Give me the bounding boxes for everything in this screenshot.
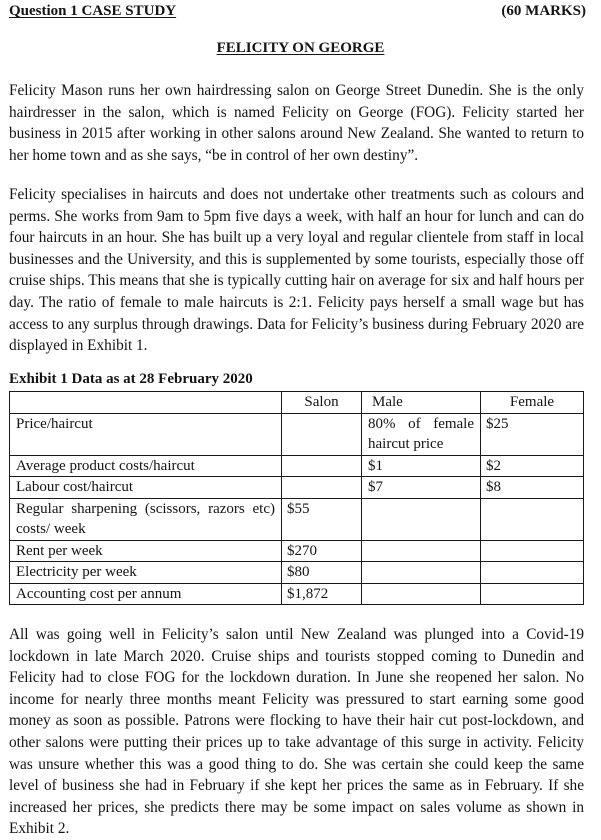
table-row bbox=[10, 562, 584, 584]
female-value: $25 bbox=[481, 413, 584, 455]
female-value bbox=[481, 583, 584, 605]
male-value: 80% of female haircut price bbox=[362, 413, 481, 455]
paragraph-covid: All was going well in Felicity’s salon until New Zealand was plunged into a Covid-19 lockdown in late March 2020. Cruise ships and tourists stopped coming to Dunedin and Felicity had to close FOG for the lockdown duration. In June she reopened her salon. No income for nearly three months meant Felicity was pressured to start earning some good money as soon as possible. Patrons were flocking to have their hair cut post-lockdown, and other salons were putting their prices up to take advantage of this surge in activity. Felicity was unsure whether this was a good thing to do. She was certain she could keep the same level of business she had in February if she kept her prices the same as in February. If she increased her prices, she predicts there may be some impact on sales volume as shown in Exhibit 2. bbox=[9, 626, 584, 838]
salon-value bbox=[282, 477, 362, 499]
header-cell-male: Male bbox=[362, 392, 481, 414]
header-cell-salon: Salon bbox=[282, 392, 362, 414]
row-label: Rent per week bbox=[10, 540, 282, 562]
row-label: Accounting cost per annum bbox=[10, 583, 282, 605]
female-value bbox=[481, 562, 584, 584]
male-value: $1 bbox=[362, 455, 481, 477]
salon-value: $1,872 bbox=[282, 583, 362, 605]
header-cell-female: Female bbox=[481, 392, 584, 414]
salon-value: $55 bbox=[282, 498, 362, 540]
table-row bbox=[10, 540, 584, 562]
male-value bbox=[362, 562, 481, 584]
female-value bbox=[481, 498, 584, 540]
exhibit-title: Exhibit 1 Data as at 28 February 2020 bbox=[9, 371, 253, 387]
row-label: Electricity per week bbox=[10, 562, 282, 584]
female-value bbox=[481, 540, 584, 562]
table-row bbox=[10, 413, 584, 455]
question-heading: Question 1 CASE STUDY bbox=[9, 3, 177, 19]
table-row bbox=[10, 498, 584, 540]
table-row bbox=[10, 455, 584, 477]
salon-value: $80 bbox=[282, 562, 362, 584]
table-row bbox=[10, 583, 584, 605]
page-header bbox=[0, 0, 601, 26]
row-label: Average product costs/haircut bbox=[10, 455, 282, 477]
table-header-row bbox=[10, 392, 584, 414]
paragraph-operations: Felicity specialises in haircuts and does not undertake other treatments such as colours and perms. She works from 9am to 5pm five days a week, with half an hour for lunch and can do four haircuts in an hour. She has built up a very loyal and regular clientele from staff in local businesses and the University, and this is supplemented by some tourists, especially those off cruise ships. This means that she is typically cutting hair on average for six and half hours per day. The ratio of female to male haircuts is 2:1. Felicity pays herself a small wage but has access to any surplus through drawings. Data for Felicity’s business during February 2020 are displayed in Exhibit 1. bbox=[9, 186, 584, 355]
female-value: $2 bbox=[481, 455, 584, 477]
row-label: Labour cost/haircut bbox=[10, 477, 282, 499]
header-cell-label bbox=[10, 392, 282, 414]
salon-value bbox=[282, 455, 362, 477]
female-value: $8 bbox=[481, 477, 584, 499]
male-value bbox=[362, 498, 481, 540]
row-label: Regular sharpening (scissors, razors etc) costs/ week bbox=[10, 498, 282, 540]
salon-value bbox=[282, 413, 362, 455]
male-value bbox=[362, 540, 481, 562]
salon-value: $270 bbox=[282, 540, 362, 562]
paragraph-intro: Felicity Mason runs her own hairdressing salon on George Street Dunedin. She is the only hairdresser in the salon, which is named Felicity on George (FOG). Felicity started her business in 2015 after working in other salons around New Zealand. She wanted to return to her home town and as she says, “be in control of her own destiny”. bbox=[9, 82, 584, 164]
male-value bbox=[362, 583, 481, 605]
row-label: Price/haircut bbox=[10, 413, 282, 455]
exhibit-table bbox=[9, 391, 584, 605]
male-value: $7 bbox=[362, 477, 481, 499]
marks-label: (60 MARKS) bbox=[501, 3, 586, 19]
table-row bbox=[10, 477, 584, 499]
case-study-title: FELICITY ON GEORGE bbox=[216, 40, 385, 56]
